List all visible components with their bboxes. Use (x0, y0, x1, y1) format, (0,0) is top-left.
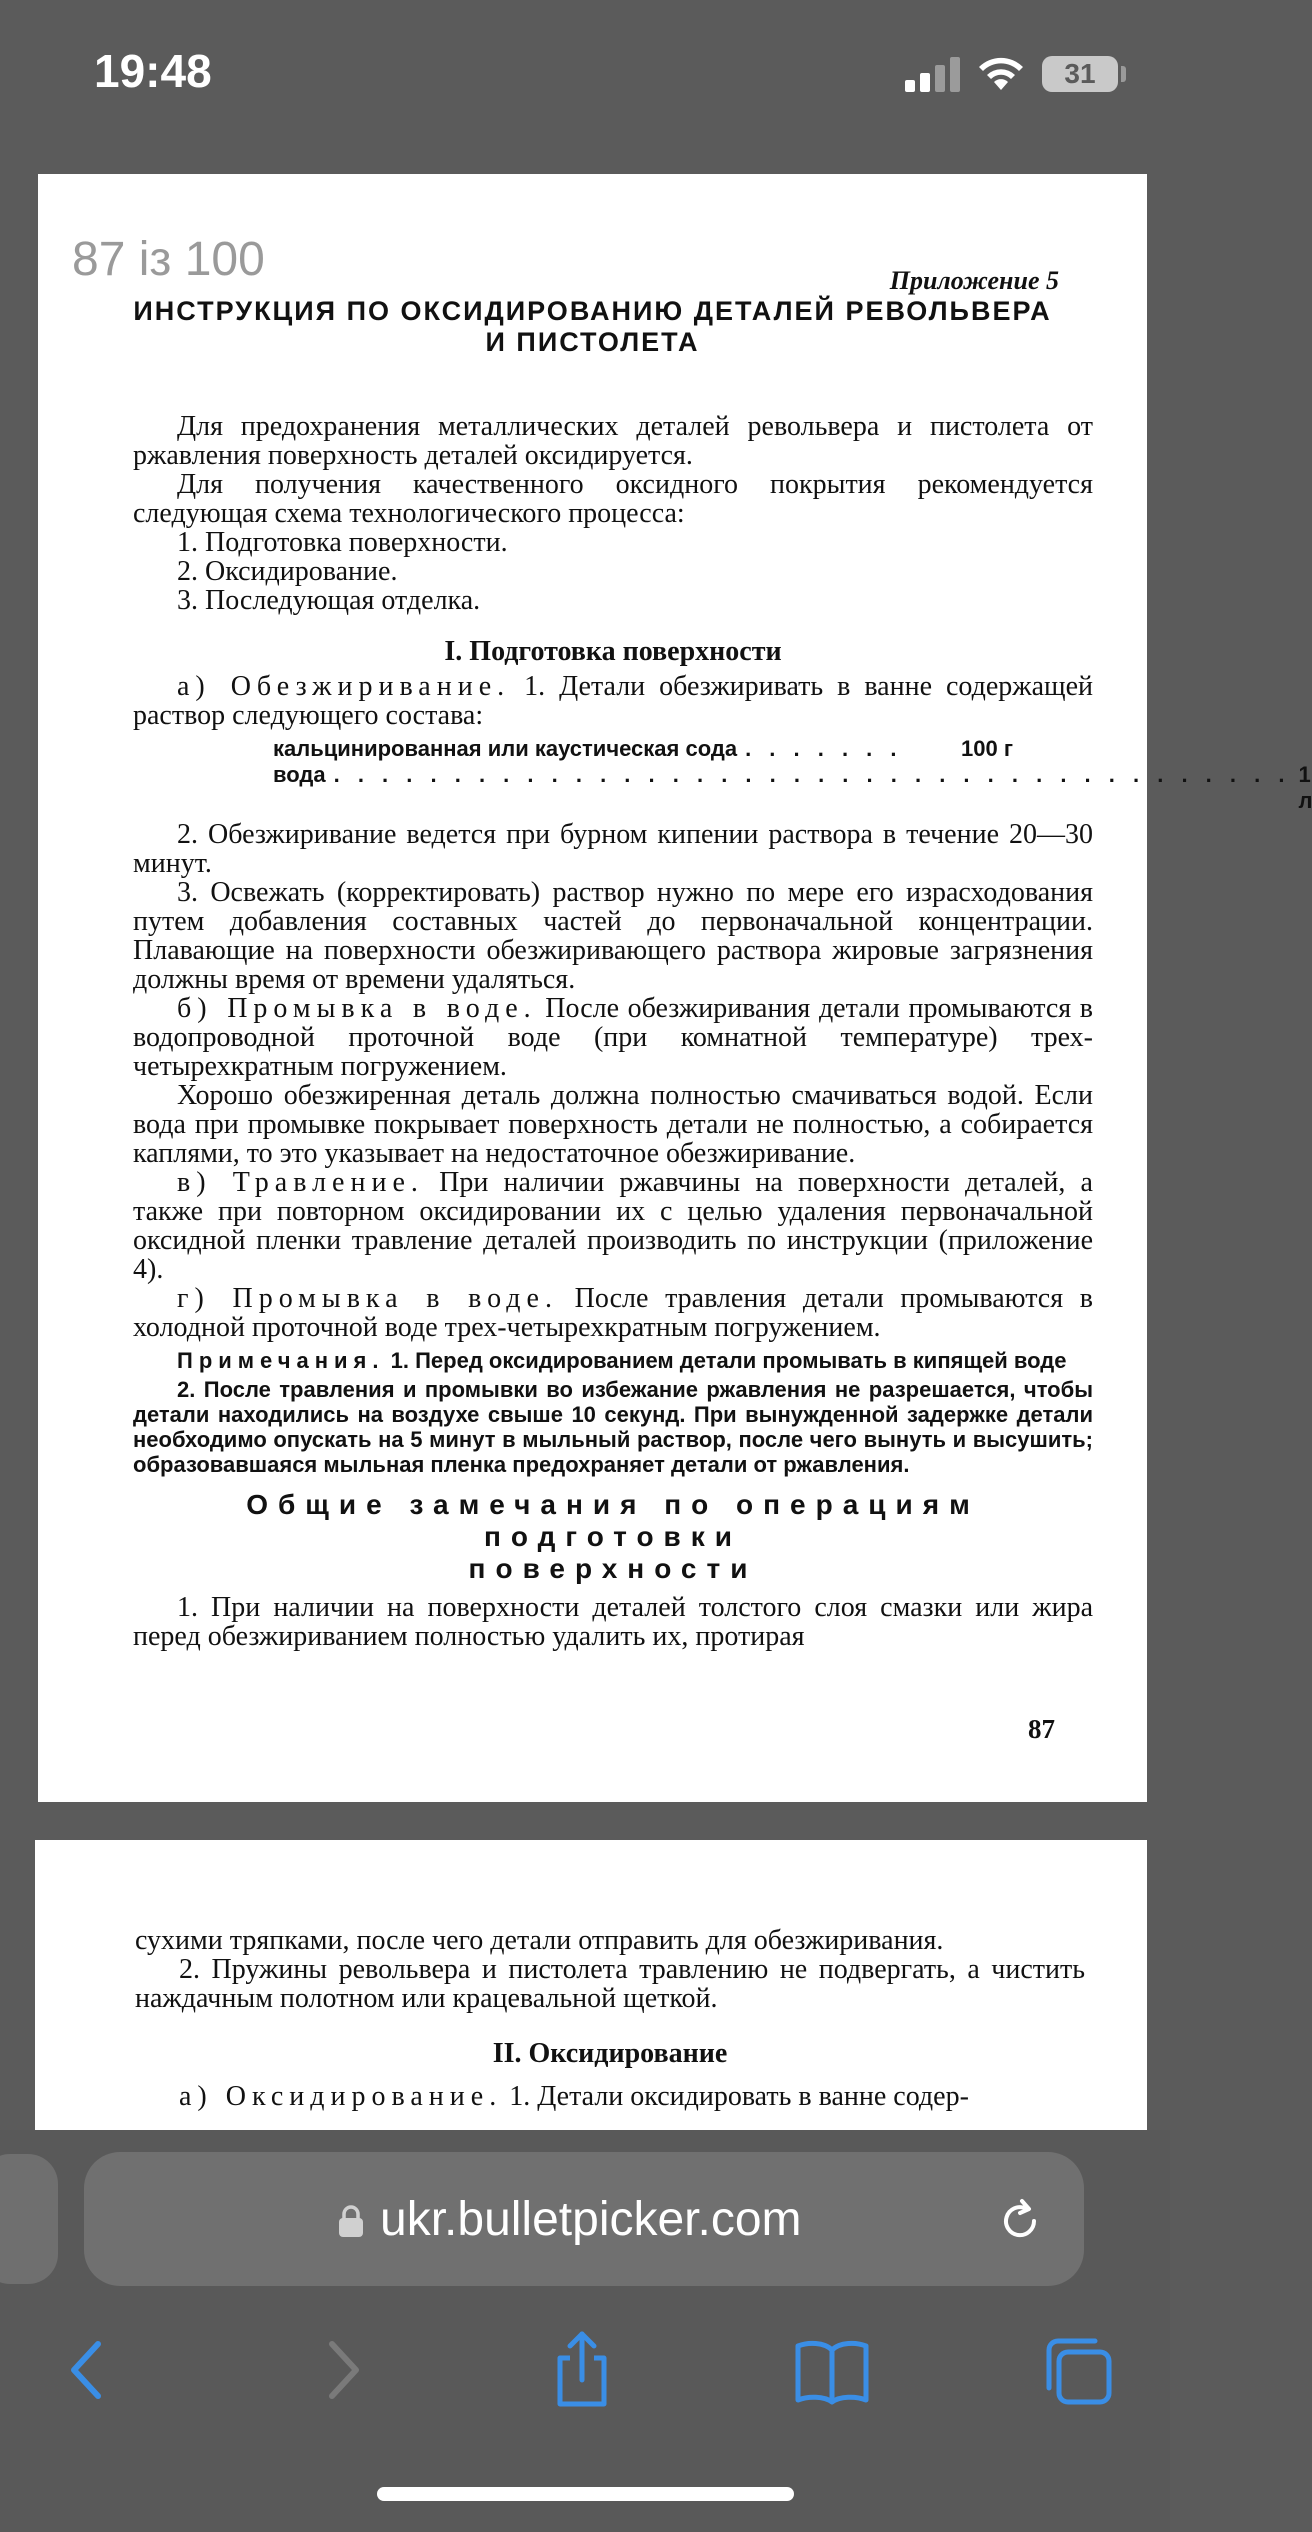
document-page-87 (38, 174, 1312, 1802)
share-icon[interactable] (540, 2330, 624, 2410)
recipe-ingredient: вода (273, 762, 326, 787)
list-item: 1. Подготовка поверхности. (177, 527, 508, 558)
document-body (133, 411, 1312, 1652)
back-icon[interactable] (46, 2330, 130, 2410)
process-list (133, 528, 1093, 615)
note-text: 1. Перед оксидированием детали промывать в кипящей воде (390, 1348, 1067, 1373)
pdf-viewer[interactable] (0, 140, 1312, 2130)
paragraph-text: 1. Детали обезжиривать в ванне содержащей раствор следующего состава: (133, 671, 1094, 731)
subsection-heading (133, 1489, 1093, 1585)
paragraph (133, 672, 1093, 730)
paragraph: 2. Пружины револьвера и пистолета травлению не подвергать, а чистить наждачным полотном или крацевальной щеткой. (135, 1954, 1085, 2014)
address-bar[interactable] (84, 2152, 1084, 2286)
paragraph (133, 994, 1093, 1081)
document-body (135, 1926, 1085, 2111)
note-label: Примечания. (177, 1348, 385, 1373)
recipe-amount: 1 л (1298, 762, 1312, 813)
recipe-row (273, 736, 1013, 762)
paragraph: Для получения качественного оксидного покрытия рекомендуется следующая схема технологического процесса: (133, 469, 1093, 529)
browser-toolbar (0, 2130, 1170, 2532)
list-item: 3. Последующая отделка. (177, 585, 481, 616)
run-in-heading: а) Обезжиривание. (177, 671, 511, 702)
status-bar (0, 0, 1170, 140)
paragraph (135, 2082, 1085, 2111)
reload-icon[interactable] (996, 2197, 1044, 2245)
list-item: 2. Оксидирование. (177, 556, 398, 587)
battery-icon (1042, 56, 1118, 92)
section-heading: II. Оксидирование (492, 2038, 728, 2069)
appendix-label: Приложение 5 (889, 266, 1059, 295)
battery-level: 31 (1064, 58, 1096, 89)
subsection-heading-line: поверхности (468, 1553, 758, 1584)
leader-dots: . . . . . . . . . . . . . . . . . . . . . . . . . . . . . . . . . . . . . . . . (333, 762, 1291, 787)
paragraph (133, 1168, 1093, 1284)
home-indicator[interactable] (377, 2487, 794, 2501)
status-time: 19:48 (94, 45, 212, 97)
recipe-row (273, 762, 1312, 814)
run-in-heading: г) Промывка в воде. (177, 1283, 558, 1314)
title-line-1: ИНСТРУКЦИЯ ПО ОКСИДИРОВАНИЮ ДЕТАЛЕЙ РЕВОЛЬВЕРА (133, 296, 1052, 326)
url-text[interactable]: ukr.bulletpicker.com (380, 2193, 802, 2246)
solution-recipe (273, 736, 1312, 814)
leader-dots: . . . . . . . (745, 736, 903, 761)
run-in-heading: б) Промывка в воде. (177, 993, 537, 1024)
page-number: 87 (1028, 1714, 1055, 1744)
subsection-heading-line: Общие замечания по операциям подготовки (246, 1489, 980, 1552)
page-counter: 87 із 100 (72, 233, 265, 286)
paragraph (133, 1284, 1093, 1342)
document-title (38, 296, 1147, 358)
wifi-icon (976, 52, 1026, 92)
paragraph-text: При наличии ржавчины на поверхности деталей, а также при повторном оксидировании их с целью удаления первоначальной оксидной пленки травление деталей производить по инструкции (приложение 4). (133, 1167, 1093, 1285)
paragraph: Для предохранения металлических деталей револьвера и пистолета от ржавления поверхность деталей оксидируется. (133, 411, 1093, 471)
battery-tip (1121, 66, 1126, 82)
paragraph: 2. Обезжиривание ведется при бурном кипении раствора в течение 20—30 минут. (133, 819, 1093, 879)
title-line-2: И ПИСТОЛЕТА (485, 327, 700, 357)
paragraph: 3. Освежать (корректировать) раствор нужно по мере его израсходования путем добавления составных частей до первоначальной концентрации. Плавающие на поверхности обезжиривающего раствора жировые загрязнения должны время от времени удаляться. (133, 877, 1093, 995)
tabs-icon[interactable] (1035, 2330, 1119, 2410)
note: 2. После травления и промывки во избежание ржавления не разрешается, чтобы детали находились на воздухе свыше 10 секунд. При вынужденной задержке детали необходимо опускать на 5 минут в мыльный раствор, после чего вынуть и высушить; образовавшаяся мыльная пленка предохраняет детали от ржавления. (133, 1377, 1093, 1477)
paragraph-text: 1. Детали оксидировать в ванне содер- (509, 2081, 969, 2112)
paragraph: 1. При наличии на поверхности деталей толстого слоя смазки или жира перед обезжириванием полностью удалить их, протирая (133, 1592, 1093, 1652)
previous-tab-peek[interactable] (0, 2154, 58, 2284)
cellular-signal-icon (905, 56, 961, 92)
run-in-heading: а) Оксидирование. (179, 2081, 503, 2112)
lock-icon (338, 2205, 364, 2237)
paragraph: сухими тряпками, после чего детали отправить для обезжиривания. (135, 1925, 944, 1956)
note (133, 1348, 1093, 1373)
recipe-amount: 100 г (961, 736, 1013, 761)
paragraph-text: После обезжиривания детали промываются в водопроводной проточной воде (при комнатной температуре) трех-четырехкратным погружением. (133, 993, 1094, 1082)
section-heading: I. Подготовка поверхности (444, 636, 782, 667)
paragraph: Хорошо обезжиренная деталь должна полностью смачиваться водой. Если вода при промывке покрывает поверхность детали не полностью, а собирается каплями, то это указывает на недостаточное обезжиривание. (133, 1080, 1093, 1169)
bookmarks-icon[interactable] (790, 2330, 874, 2410)
recipe-ingredient: кальцинированная или каустическая сода (273, 736, 738, 761)
forward-icon[interactable] (300, 2330, 384, 2410)
paragraph-text: После травления детали промываются в холодной проточной воде трех-четырехкратным погружением. (133, 1283, 1093, 1343)
run-in-heading: в) Травление. (177, 1167, 424, 1198)
